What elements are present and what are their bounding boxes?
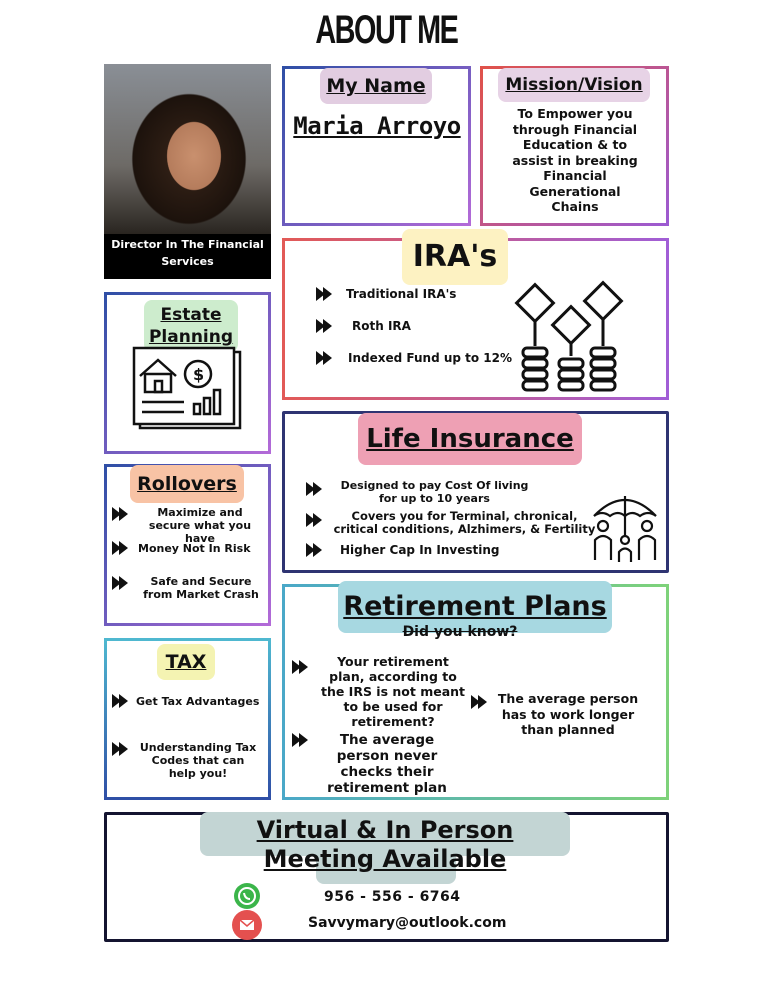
phone-number[interactable]: 956 - 556 - 6764 [324,889,461,905]
mission-text: To Empower you through Financial Education & to assist in breaking Financial Generational Chains [512,106,638,214]
page-title: ABOUT ME [315,8,458,52]
profile-photo [104,64,271,279]
double-arrow-icon [306,482,324,496]
person-name: Maria Arroyo [293,112,461,140]
double-arrow-icon [112,541,130,555]
svg-text:$: $ [193,365,205,384]
retirement-label: Retirement Plans [338,581,612,633]
rollover-item: Maximize and secure what you have [112,506,262,545]
life-item: Higher Cap In Investing [306,543,499,557]
rollover-item: Safe and Secure from Market Crash [112,575,264,601]
life-insurance-label: Life Insurance [358,413,582,465]
estate-label: Estate Planning [144,300,238,352]
double-arrow-icon [316,319,334,333]
investment-growth-icon [512,280,628,392]
double-arrow-icon [316,351,334,365]
double-arrow-icon [112,576,130,590]
double-arrow-icon [292,733,310,747]
double-arrow-icon [316,287,334,301]
tax-item: Understanding Tax Codes that can help you! [112,741,258,780]
family-umbrella-icon [588,490,662,566]
mail-icon [232,910,262,940]
life-item: Covers you for Terminal, chronical, critical conditions, Alzhimers, & Fertility [306,510,597,536]
retirement-item: The average person has to work longer than planned [471,691,639,738]
double-arrow-icon [306,543,324,557]
double-arrow-icon [112,742,130,756]
email-address[interactable]: Savvymary@outlook.com [308,915,507,931]
retirement-subtitle: Did you know? [402,624,518,640]
life-item: Designed to pay Cost Of living for up to 10 years [306,479,537,505]
mission-label: Mission/Vision [498,68,650,102]
portrait-image [104,64,271,234]
double-arrow-icon [112,694,130,708]
double-arrow-icon [292,660,310,674]
whatsapp-icon [234,883,260,909]
ira-item: Traditional IRA's [316,287,456,301]
double-arrow-icon [306,513,324,527]
home-finance-document-icon [132,346,244,432]
ira-item: Roth IRA [316,319,411,333]
rollovers-label: Rollovers [130,465,244,503]
contact-label: Virtual & In Person Meeting Available [256,816,514,873]
tax-label: TAX [157,644,215,680]
double-arrow-icon [112,507,130,521]
double-arrow-icon [471,695,489,709]
rollover-item: Money Not In Risk [112,541,251,555]
tax-item: Get Tax Advantages [112,694,259,708]
retirement-item: Your retirement plan, according to the IRS is not meant to be used for retirement? [292,654,468,729]
retirement-item: The average person never checks their retirement plan [292,732,462,796]
profile-caption: Director In The Financial Services [111,238,264,268]
name-label: My Name [320,68,432,104]
ira-label: IRA's [402,229,508,285]
ira-item: Indexed Fund up to 12% [316,351,512,365]
